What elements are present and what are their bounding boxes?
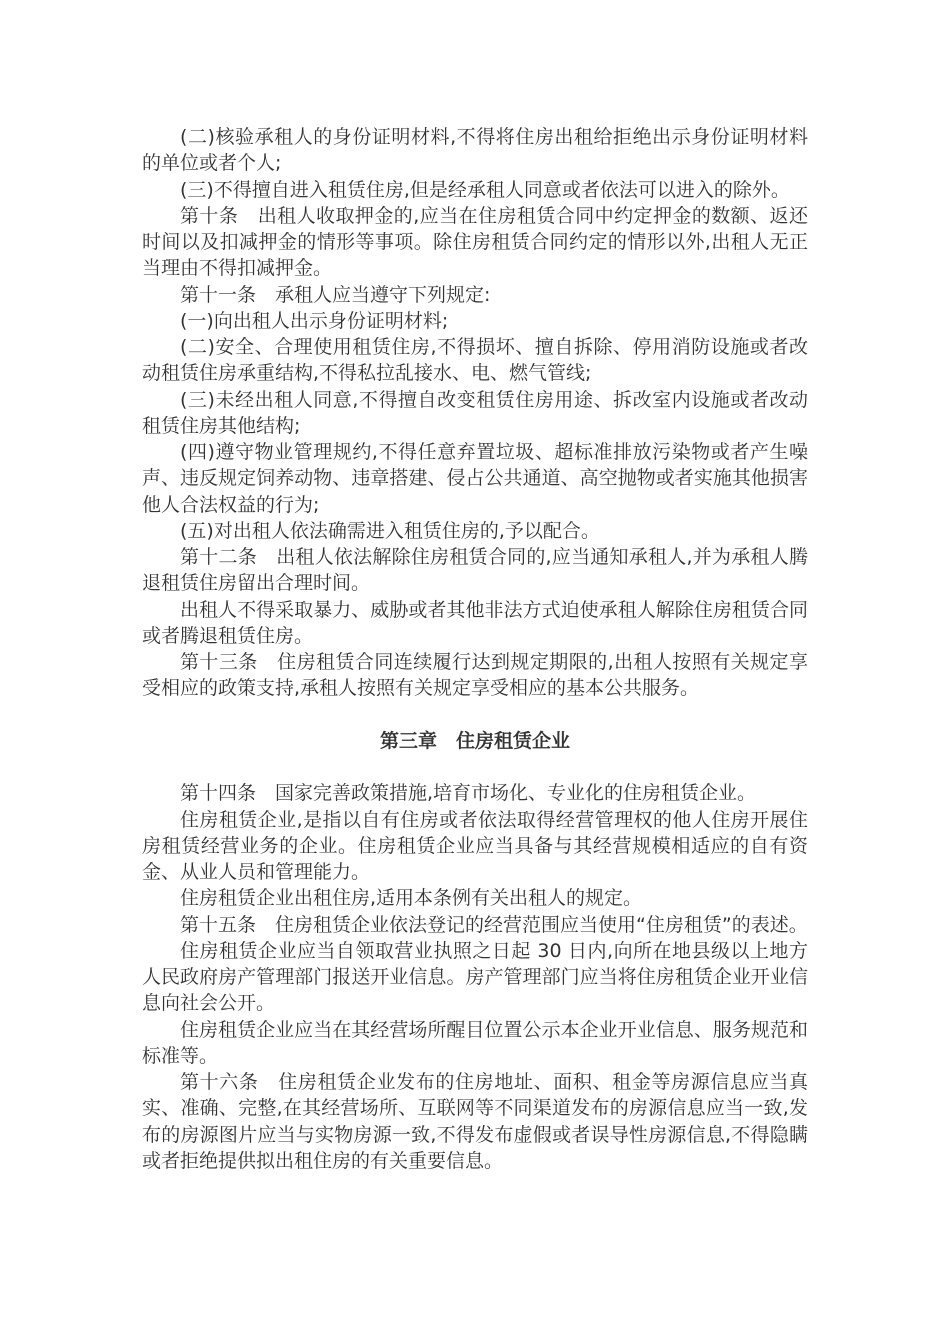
paragraph: 第十五条 住房租赁企业依法登记的经营范围应当使用“住房租赁”的表述。: [180, 913, 808, 936]
paragraph: (二)安全、合理使用租赁住房,不得损坏、擅自拆除、停用消防设施或者改动租赁住房承重结构,不得私拉乱接水、电、燃气管线;: [142, 336, 808, 385]
chapter-heading: 第三章 住房租赁企业: [379, 729, 570, 752]
paragraph: 住房租赁企业出租住房,适用本条例有关出租人的规定。: [180, 887, 643, 910]
paragraph: 第十六条 住房租赁企业发布的住房地址、面积、租金等房源信息应当真实、准确、完整,在其经营场所、互联网等不同渠道发布的房源信息应当一致,发布的房源图片应当与实物房源一致,不得发布虚假或者误导性房源信息,不得隐瞒或者拒绝提供拟出租住房的有关重要信息。: [142, 1071, 808, 1172]
paragraph: (一)向出租人出示身份证明材料;: [180, 309, 449, 332]
paragraph: (三)未经出租人同意,不得擅自改变租赁住房用途、拆改室内设施或者改动租赁住房其他结构;: [142, 388, 808, 437]
paragraph: (三)不得擅自进入租赁住房,但是经承租人同意或者依法可以进入的除外。: [180, 178, 790, 201]
paragraph: 出租人不得采取暴力、威胁或者其他非法方式迫使承租人解除住房租赁合同或者腾退租赁住房。: [142, 598, 808, 647]
paragraph: (四)遵守物业管理规约,不得任意弃置垃圾、超标准排放污染物或者产生噪声、违反规定饲养动物、违章搭建、侵占公共通道、高空抛物或者实施其他损害他人合法权益的行为;: [142, 441, 808, 516]
paragraph: 住房租赁企业,是指以自有住房或者依法取得经营管理权的他人住房开展住房租赁经营业务的企业。住房租赁企业应当具备与其经营规模相适应的自有资金、从业人员和管理能力。: [142, 808, 808, 883]
paragraph: 第十条 出租人收取押金的,应当在住房租赁合同中约定押金的数额、返还时间以及扣减押金的情形等事项。除住房租赁合同约定的情形以外,出租人无正当理由不得扣减押金。: [142, 204, 808, 280]
paragraph: 第十四条 国家完善政策措施,培育市场化、专业化的住房租赁企业。: [180, 782, 757, 805]
paragraph: 住房租赁企业应当在其经营场所醒目位置公示本企业开业信息、服务规范和标准等。: [142, 1018, 808, 1067]
paragraph: 第十三条 住房租赁合同连续履行达到规定期限的,出租人按照有关规定享受相应的政策支持,承租人按照有关规定享受相应的基本公共服务。: [142, 651, 808, 700]
paragraph: 第十一条 承租人应当遵守下列规定:: [180, 283, 491, 306]
paragraph: (二)核验承租人的身份证明材料,不得将住房出租给拒绝出示身份证明材料的单位或者个人;: [142, 126, 808, 175]
paragraph: (五)对出租人依法确需进入租赁住房的,予以配合。: [180, 519, 600, 542]
paragraph: 住房租赁企业应当自领取营业执照之日起 30 日内,向所在地县级以上地方人民政府房产管理部门报送开业信息。房产管理部门应当将住房租赁企业开业信息向社会公开。: [142, 939, 808, 1015]
paragraph: 第十二条 出租人依法解除住房租赁合同的,应当通知承租人,并为承租人腾退租赁住房留出合理时间。: [142, 546, 808, 595]
